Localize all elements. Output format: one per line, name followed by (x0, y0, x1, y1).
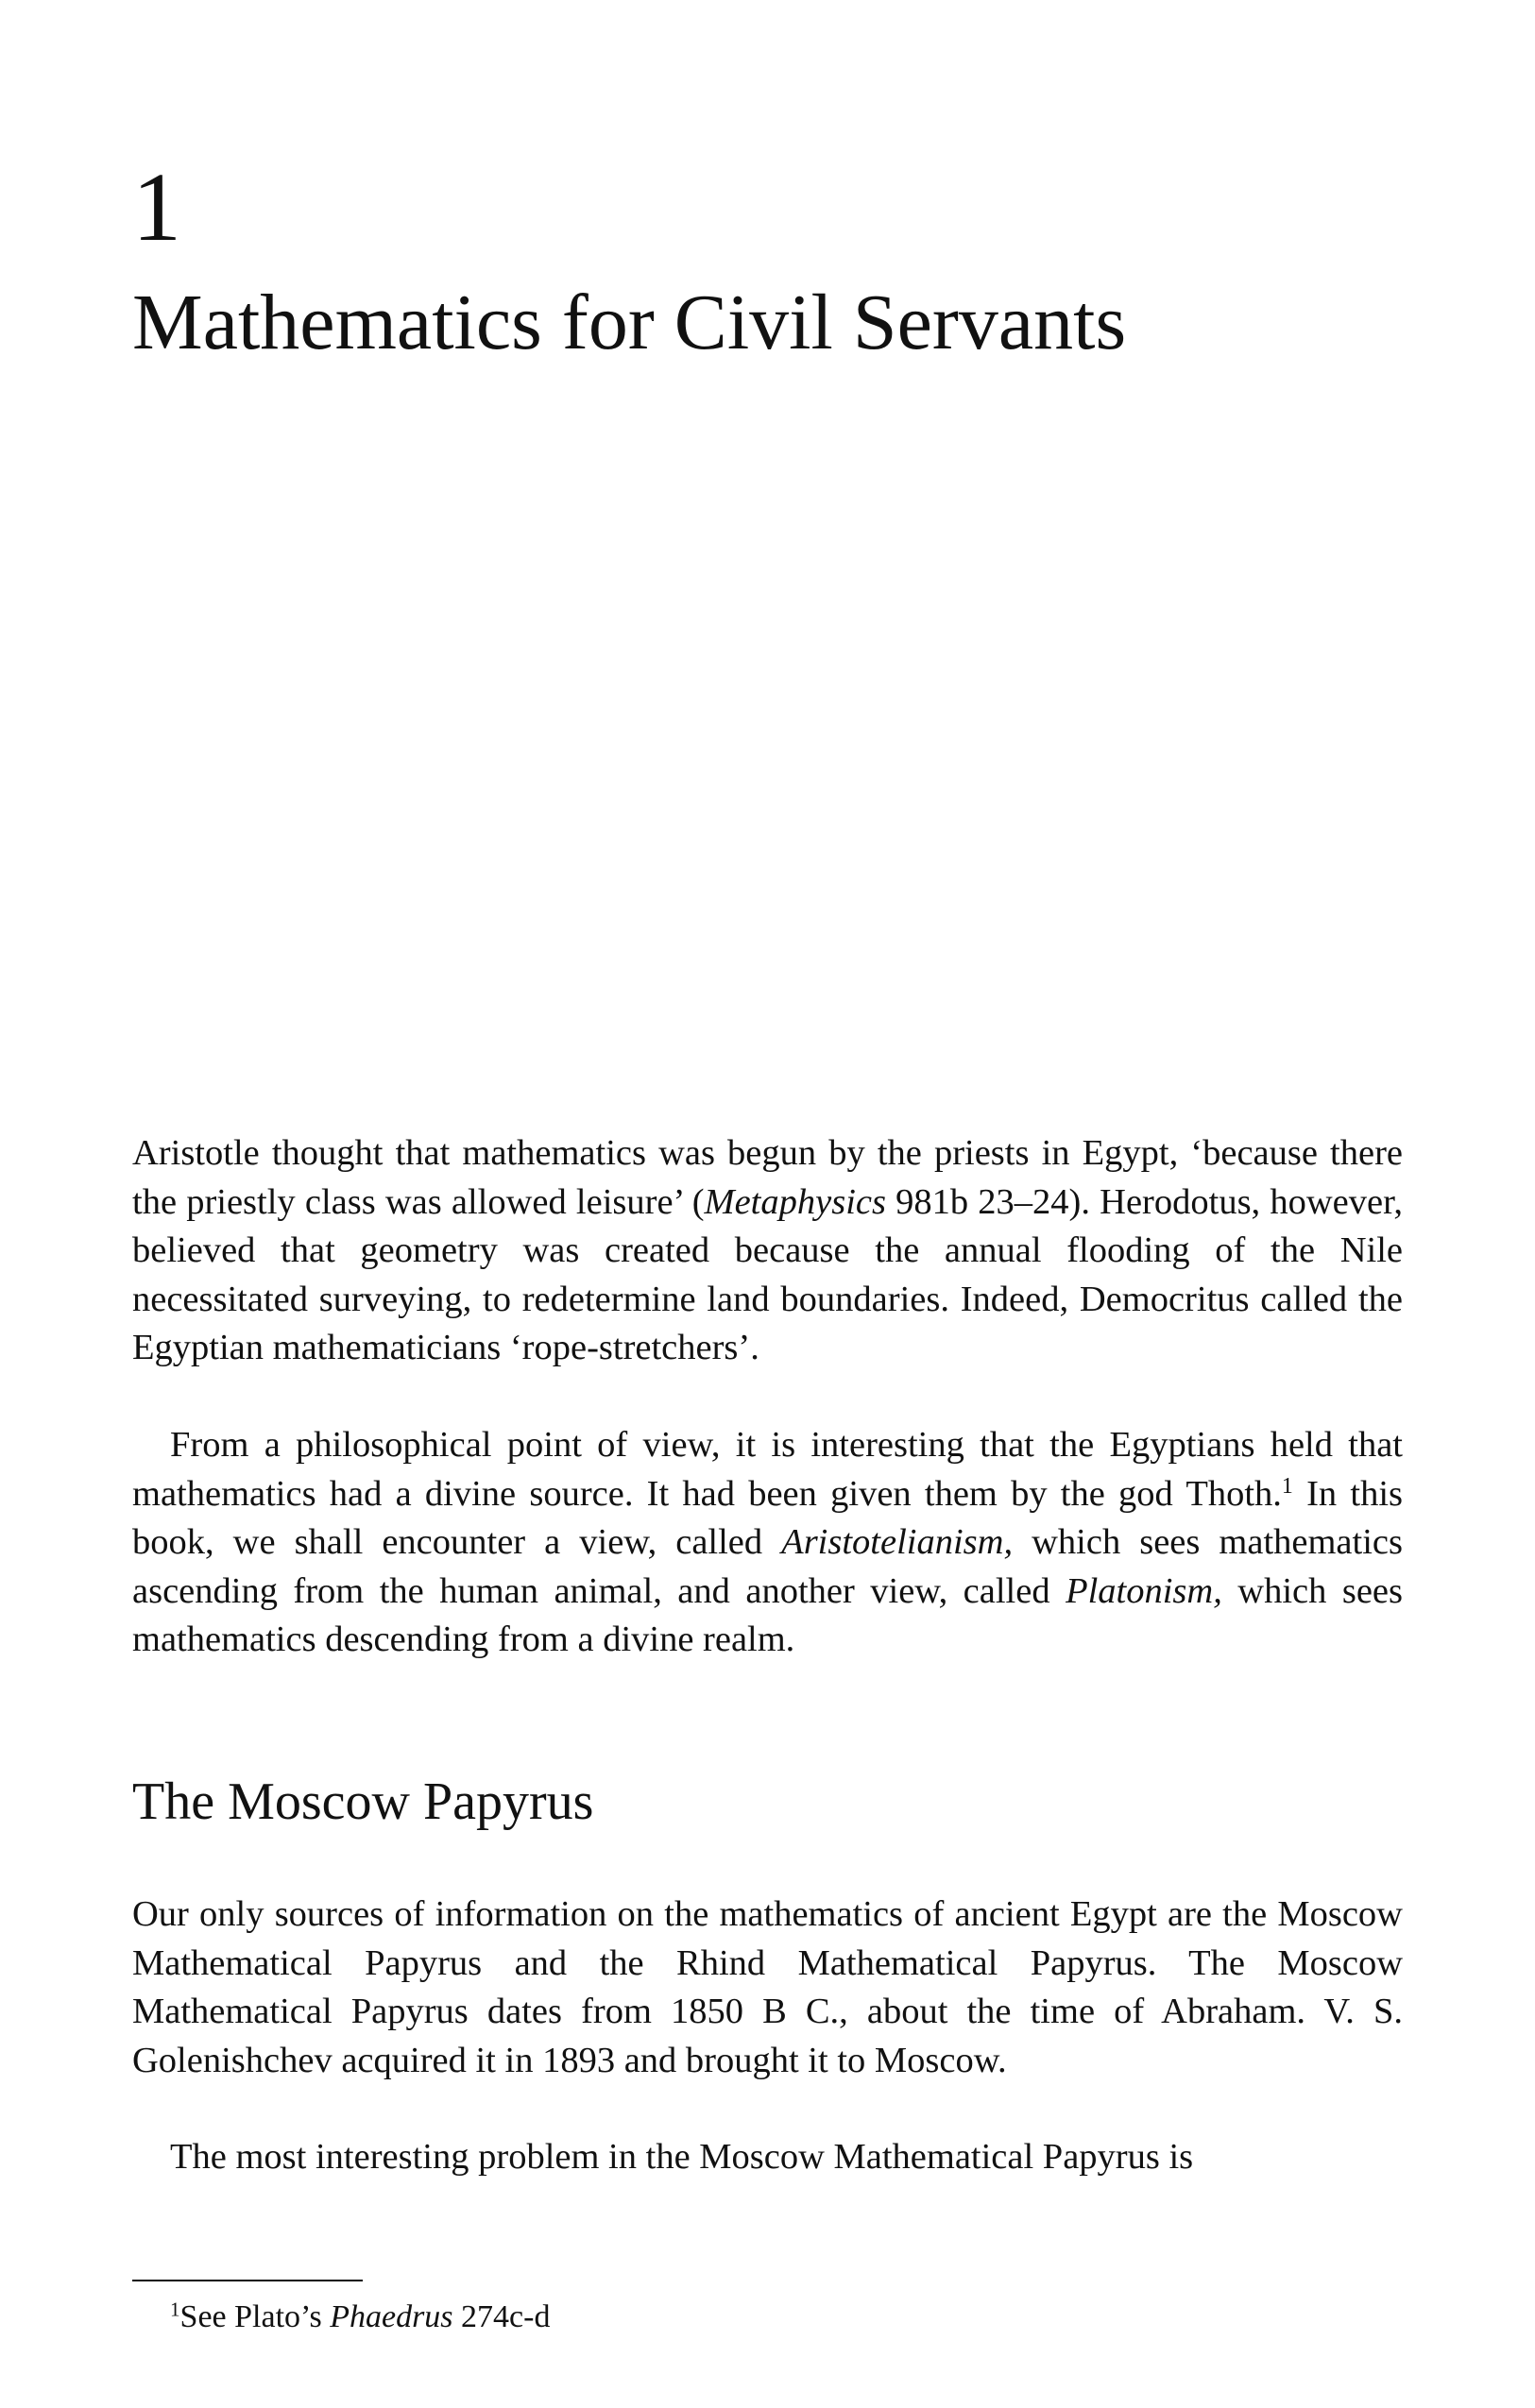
section-heading: The Moscow Papyrus (132, 1772, 594, 1831)
paragraph-problem: The most interesting problem in the Moscow Mathematical Papyrus is (170, 2137, 1194, 2177)
paragraph-text: which sees mathematics ascending from the human animal, and another view, called (132, 1522, 1403, 1611)
paragraph-philosophical (132, 1421, 1403, 1665)
chapter-title: Mathematics for Civil Servants (132, 279, 1127, 366)
footnote-mark: 1 (170, 2298, 180, 2321)
chapter-number: 1 (132, 153, 181, 262)
paragraph-aristotle (132, 1129, 1403, 1373)
footnote-text: 274c-d (452, 2299, 551, 2334)
footnote-reference: 1 (1281, 1473, 1293, 1499)
footnote-text: See Plato’s (179, 2299, 331, 2334)
paragraph-text: which sees mathematics descending from a divine realm. (132, 1570, 1403, 1659)
paragraph-sources: Our only sources of information on the mathematics of ancient Egypt are the Moscow Mathematical Papyrus and the Rhind Mathematical Papyrus. The Moscow Mathematical Papyrus dates from 1850 B C., about the time of Abraham. V. S. Golenishchev acquired it in 1893 and brought it to Moscow. (132, 1894, 1403, 2080)
work-title-metaphysics: Metaphysics (704, 1181, 886, 1222)
work-title-phaedrus: Phaedrus (330, 2299, 453, 2334)
paragraph-text: In this book, we shall encounter a view, called (132, 1473, 1403, 1562)
paragraph-text: Aristotle thought that mathematics was begun by the priests in Egypt, ‘because there the priestly class was allowed leisure’ ( (132, 1133, 1403, 1222)
paragraph-text: From a philosophical point of view, it is interesting that the Egyptians held that mathematics had a divine source. It had been given them by the god Thoth. (132, 1425, 1403, 1514)
term-aristotelianism: Aristotelianism, (781, 1522, 1014, 1562)
term-platonism: Platonism, (1066, 1570, 1222, 1611)
footnote (170, 2297, 550, 2338)
footnote-divider (132, 2280, 363, 2281)
paragraph-text: 981b 23–24). Herodotus, however, believed that geometry was created because the annual flooding of the Nile necessitated surveying, to redetermine land boundaries. Indeed, Democritus called the Egyptian mathematicians ‘rope-stretchers’. (132, 1181, 1403, 1367)
